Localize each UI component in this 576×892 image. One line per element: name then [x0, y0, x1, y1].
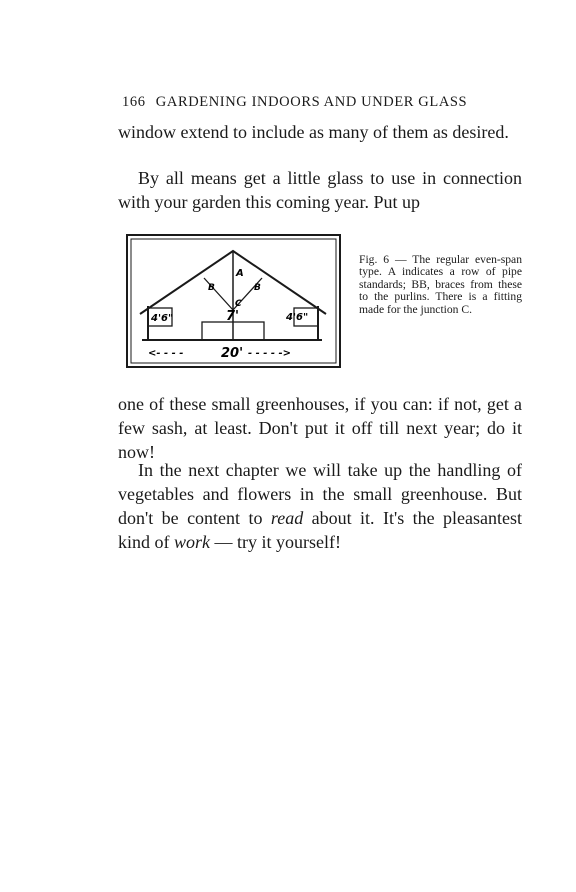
label-a: A: [236, 268, 244, 279]
label-b-left: B: [208, 283, 215, 293]
label-width: 20': [221, 346, 244, 361]
figure-caption: Fig. 6 — The regular even-span type. A indicates a row of pipe standards; BB, braces from these to the purlins. There is a fitting made for the junction C.: [359, 253, 522, 316]
emphasis-work: work: [174, 532, 210, 552]
paragraph-continued: window extend to include as many of them as desired.: [118, 122, 509, 142]
label-right-height: 4'6": [286, 312, 309, 323]
page-number: 166: [122, 94, 146, 110]
label-left-height: 4'6": [151, 313, 174, 324]
label-center-height: 7': [226, 309, 240, 324]
p4-text-start: In the next chapter we will take up the handling of vegetables and flowers in the small greenhouse. But don't be content to: [118, 460, 522, 528]
emphasis-read: read: [270, 508, 304, 528]
greenhouse-diagram: [126, 234, 341, 368]
dimension-arrow-right: - - - - ->: [248, 348, 292, 359]
label-c: C: [235, 299, 242, 309]
p4-text-end: — try it yourself!: [210, 532, 341, 552]
paragraph-greenhouses: one of these small greenhouses, if you can: if not, get a few sash, at least. Don't put it off till next year; do it now!: [118, 394, 522, 462]
paragraph-glass: By all means get a little glass to use in connection with your garden this coming year. Put up: [118, 168, 522, 212]
greenhouse-figure: [126, 234, 341, 368]
running-header: [122, 94, 524, 111]
label-b-right: B: [254, 283, 261, 293]
dimension-arrow-left: <- - - -: [148, 348, 184, 359]
paragraph-next-chapter: [118, 458, 522, 554]
running-title: GARDENING INDOORS AND UNDER GLASS: [155, 94, 468, 110]
p4-text-middle: about it. It's the pleasantest kind of: [118, 508, 522, 552]
